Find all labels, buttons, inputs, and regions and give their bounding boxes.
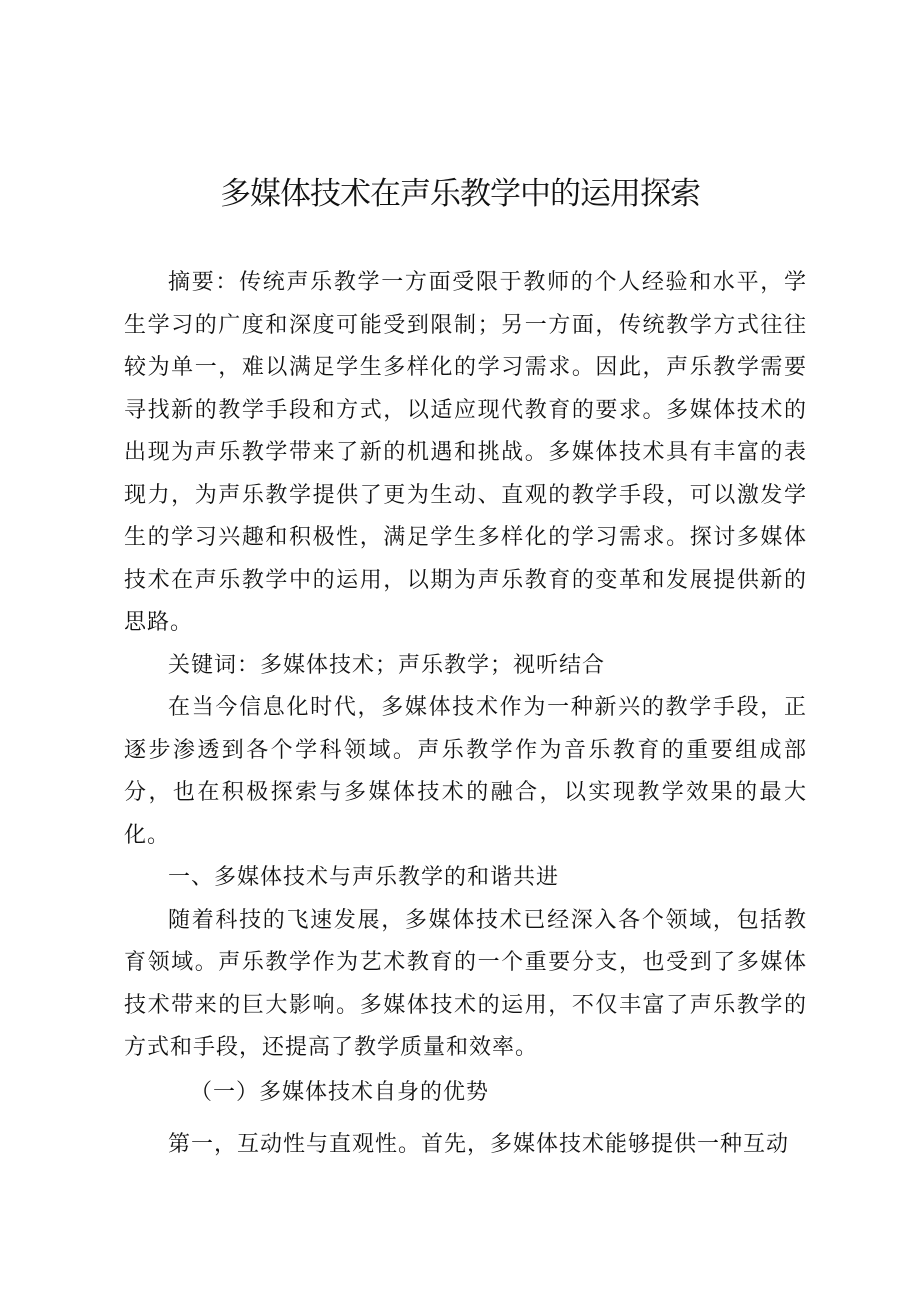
document-title: 多媒体技术在声乐教学中的运用探索: [220, 176, 700, 212]
keywords-line: 关键词：多媒体技术；声乐教学；视听结合: [168, 652, 606, 678]
subsection-1-paragraph: 第一，互动性与直观性。首先，多媒体技术能够提供一种互动: [168, 1132, 790, 1157]
section-1-heading: 一、多媒体技术与声乐教学的和谐共进: [168, 865, 560, 890]
section-1-paragraph: 随着科技的飞速发展，多媒体技术已经深入各个领域，包括教育领域。声乐教学作为艺术教育的一个重要分支，也受到了多媒体技术带来的巨大影响。多媒体技术的运用，不仅丰富了声乐教学的方式和手段，还提高了教学质量和效率。: [124, 907, 807, 1060]
abstract-paragraph: 摘要：传统声乐教学一方面受限于教师的个人经验和水平，学生学习的广度和深度可能受到限制；另一方面，传统教学方式往往较为单一，难以满足学生多样化的学习需求。因此，声乐教学需要寻找新的教学手段和方式，以适应现代教育的要求。多媒体技术的出现为声乐教学带来了新的机遇和挑战。多媒体技术具有丰富的表现力，为声乐教学提供了更为生动、直观的教学手段，可以激发学生的学习兴趣和积极性，满足学生多样化的学习需求。探讨多媒体技术在声乐教学中的运用，以期为声乐教育的变革和发展提供新的思路。: [124, 270, 807, 635]
subsection-1-heading: （一）多媒体技术自身的优势: [190, 1079, 490, 1105]
document-body: [124, 262, 807, 1167]
intro-paragraph: 在当今信息化时代，多媒体技术作为一种新兴的教学手段，正逐步渗透到各个学科领域。声乐教学作为音乐教育的重要组成部分，也在积极探索与多媒体技术的融合，以实现教学效果的最大化。: [124, 695, 807, 848]
